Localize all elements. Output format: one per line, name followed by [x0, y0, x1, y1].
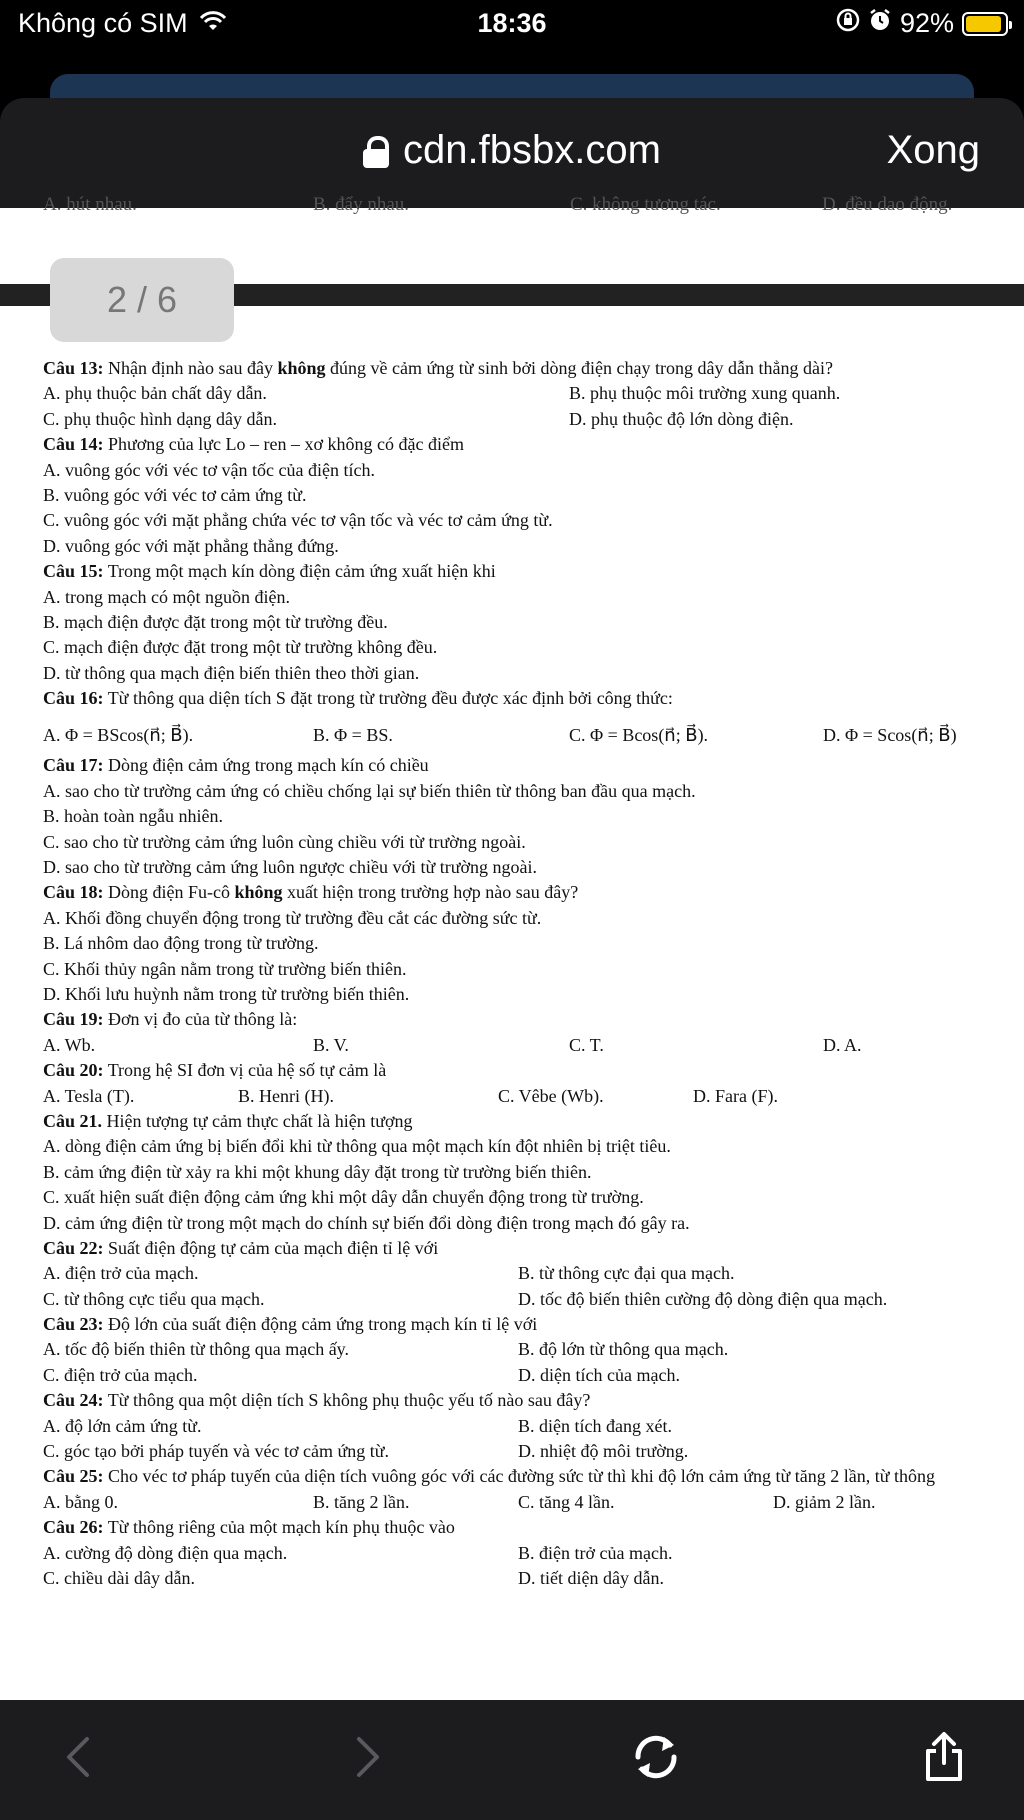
option-row [43, 1287, 1003, 1312]
option-c: C. mạch điện được đặt trong một từ trường không đều. [43, 637, 438, 658]
option-row [43, 1414, 1003, 1439]
share-button[interactable] [904, 1722, 984, 1792]
option-a: A. sao cho từ trường cảm ứng có chiều chống lại sự biến thiên từ thông ban đầu qua mạch. [43, 780, 696, 801]
option-c: C. chiều dài dây dẫn. [43, 1568, 195, 1588]
option-a: A. độ lớn cảm ứng từ. [43, 1415, 202, 1436]
battery-percent: 92% [899, 8, 954, 38]
option-c: C. điện trở của mạch. [43, 1364, 198, 1385]
option-b: B. vuông góc với véc tơ cảm ứng từ. [43, 484, 307, 505]
clock: 18:36 [477, 8, 547, 38]
question-13: Câu 13: Nhận định nào sau đây không đúng về cảm ứng từ sinh bởi dòng điện chạy trong dây dẫn thẳng dài? [43, 358, 833, 378]
battery-fill [966, 16, 1001, 32]
option-b: B. cảm ứng điện từ xảy ra khi một khung dây đặt trong từ trường biến thiên. [43, 1161, 592, 1182]
question-21: Câu 21. Hiện tượng tự cảm thực chất là hiện tượng [43, 1110, 413, 1131]
orientation-lock-icon [836, 8, 860, 39]
option-b: B. tăng 2 lần. [313, 1491, 410, 1512]
option-row [43, 1490, 1003, 1515]
status-right [836, 8, 1008, 39]
option-c: C. T. [569, 1034, 604, 1055]
reload-icon [630, 1731, 682, 1783]
option-b: B. V. [313, 1034, 349, 1055]
prev-option-b: B. đẩy nhau. [313, 194, 410, 215]
alarm-icon [868, 8, 892, 39]
option-row [43, 1439, 1003, 1464]
option-d: D. Khối lưu huỳnh nằm trong từ trường biến thiên. [43, 984, 410, 1004]
option-d: D. cảm ứng điện từ trong một mạch do chính sự biến đổi dòng điện trong mạch đó gây ra. [43, 1212, 690, 1233]
option-c: C. xuất hiện suất điện động cảm ứng khi một dây dẫn chuyển động trong từ trường. [43, 1187, 644, 1208]
question-25: Câu 25: Cho véc tơ pháp tuyến của diện tích vuông góc với các đường sức từ thì khi độ lớn cảm ứng từ tăng 2 lần, từ thông [43, 1466, 935, 1487]
option-b: B. điện trở của mạch. [518, 1542, 673, 1563]
page-indicator: 2 / 6 [50, 258, 234, 342]
option-row [43, 1541, 1003, 1566]
question-16: Câu 16: Từ thông qua diện tích S đặt trong từ trường đều được xác định bởi công thức: [43, 688, 673, 709]
option-row [43, 1033, 1003, 1058]
option-a: A. Tesla (T). [43, 1085, 135, 1106]
document-viewer[interactable] [0, 194, 1024, 1700]
option-row [43, 381, 1003, 406]
option-c: C. Φ = Bcos(n⃗; B⃗). [569, 725, 709, 746]
back-button[interactable] [38, 1722, 118, 1792]
option-row [43, 1363, 1003, 1388]
option-d: D. diện tích của mạch. [518, 1364, 680, 1385]
option-a: A. cường độ dòng điện qua mạch. [43, 1542, 288, 1563]
question-14: Câu 14: Phương của lực Lo – ren – xơ không có đặc điểm [43, 434, 464, 455]
chevron-right-icon [353, 1735, 383, 1779]
prev-option-a: A. hút nhau. [43, 194, 137, 215]
option-b: B. mạch điện được đặt trong một từ trường đều. [43, 611, 388, 632]
option-a: A. tốc độ biến thiên từ thông qua mạch ấy. [43, 1339, 350, 1360]
reload-button[interactable] [616, 1722, 696, 1792]
option-c: C. phụ thuộc hình dạng dây dẫn. [43, 408, 277, 429]
option-b: B. phụ thuộc môi trường xung quanh. [569, 383, 841, 404]
done-button[interactable]: Xong [886, 128, 980, 172]
option-c: C. Khối thủy ngân nằm trong từ trường biến thiên. [43, 958, 407, 979]
prev-option-d: D. đều dao động. [822, 194, 953, 215]
question-20: Câu 20: Trong hệ SI đơn vị của hệ số tự cảm là [43, 1060, 387, 1081]
option-d: D. giảm 2 lần. [773, 1491, 876, 1512]
url-display[interactable] [0, 128, 1024, 173]
option-d: D. phụ thuộc độ lớn dòng điện. [569, 408, 794, 429]
browser-toolbar [0, 1700, 1024, 1820]
option-c: C. tăng 4 lần. [518, 1491, 615, 1512]
option-b: B. Φ = BS. [313, 725, 393, 746]
option-a: A. Khối đồng chuyển động trong từ trường đều cắt các đường sức từ. [43, 907, 542, 928]
option-b: B. độ lớn từ thông qua mạch. [518, 1339, 729, 1360]
option-c: C. Vêbe (Wb). [498, 1085, 604, 1106]
option-a: A. điện trở của mạch. [43, 1263, 199, 1284]
option-c: C. góc tạo bởi pháp tuyến và véc tơ cảm ứng từ. [43, 1441, 389, 1462]
option-c: C. vuông góc với mặt phẳng chứa véc tơ vận tốc và véc tơ cảm ứng từ. [43, 510, 553, 531]
option-b: B. từ thông cực đại qua mạch. [518, 1263, 735, 1284]
option-d: D. tiết diện dây dẫn. [518, 1568, 664, 1588]
lock-icon [363, 136, 389, 166]
question-label: Câu 13: [43, 358, 104, 378]
url-text: cdn.fbsbx.com [403, 128, 661, 172]
prev-option-c: C. không tương tác. [570, 194, 721, 215]
browser-header [0, 98, 1024, 208]
option-a: A. dòng điện cảm ứng bị biến đổi khi từ thông qua một mạch kín đột nhiên bị triệt tiêu. [43, 1136, 671, 1157]
option-a: A. bằng 0. [43, 1491, 118, 1512]
option-b: B. Henri (H). [238, 1085, 334, 1106]
option-a: A. vuông góc với véc tơ vận tốc của điện tích. [43, 459, 375, 480]
share-icon [922, 1731, 966, 1783]
status-bar [0, 0, 1024, 52]
option-row [43, 1084, 1003, 1109]
carrier-label: Không có SIM [18, 8, 188, 38]
question-18: Câu 18: Dòng điện Fu-cô không xuất hiện trong trường hợp nào sau đây? [43, 882, 579, 903]
option-a: A. phụ thuộc bản chất dây dẫn. [43, 383, 267, 404]
option-c: C. từ thông cực tiểu qua mạch. [43, 1288, 265, 1309]
battery-icon [962, 12, 1008, 36]
option-a: A. Φ = BScos(n⃗; B⃗). [43, 725, 194, 746]
option-row [43, 711, 1003, 753]
option-d: D. tốc độ biến thiên cường độ dòng điện qua mạch. [518, 1288, 888, 1309]
question-24: Câu 24: Từ thông qua một diện tích S không phụ thuộc yếu tố nào sau đây? [43, 1390, 591, 1411]
option-a: A. Wb. [43, 1034, 96, 1055]
option-a: A. trong mạch có một nguồn điện. [43, 586, 290, 607]
option-d: D. vuông góc với mặt phẳng thẳng đứng. [43, 535, 339, 556]
option-b: B. hoàn toàn ngẫu nhiên. [43, 806, 223, 827]
option-row [43, 407, 1003, 432]
question-22: Câu 22: Suất điện động tự cảm của mạch điện tỉ lệ với [43, 1237, 439, 1258]
option-d: D. nhiệt độ môi trường. [518, 1441, 689, 1462]
question-list [43, 356, 1003, 1591]
forward-button[interactable] [328, 1722, 408, 1792]
option-d: D. Fara (F). [693, 1085, 778, 1106]
question-15: Câu 15: Trong một mạch kín dòng điện cảm ứng xuất hiện khi [43, 561, 496, 582]
question-19: Câu 19: Đơn vị đo của từ thông là: [43, 1009, 298, 1030]
question-26: Câu 26: Từ thông riêng của một mạch kín phụ thuộc vào [43, 1517, 455, 1538]
question-23: Câu 23: Độ lớn của suất điện động cảm ứng trong mạch kín tỉ lệ với [43, 1314, 538, 1335]
option-d: D. A. [823, 1034, 862, 1055]
question-17: Câu 17: Dòng điện cảm ứng trong mạch kín có chiều [43, 755, 429, 776]
option-d: D. từ thông qua mạch điện biến thiên theo thời gian. [43, 662, 420, 683]
option-row [43, 1337, 1003, 1362]
previous-page-options [0, 194, 1024, 224]
option-c: C. sao cho từ trường cảm ứng luôn cùng chiều với từ trường ngoài. [43, 831, 526, 852]
option-d: D. Φ = Scos(n⃗; B⃗) [823, 725, 957, 746]
option-b: B. diện tích đang xét. [518, 1415, 672, 1436]
option-d: D. sao cho từ trường cảm ứng luôn ngược chiều với từ trường ngoài. [43, 857, 538, 878]
option-row [43, 1566, 1003, 1591]
chevron-left-icon [63, 1735, 93, 1779]
option-row [43, 1261, 1003, 1286]
option-b: B. Lá nhôm dao động trong từ trường. [43, 933, 319, 954]
